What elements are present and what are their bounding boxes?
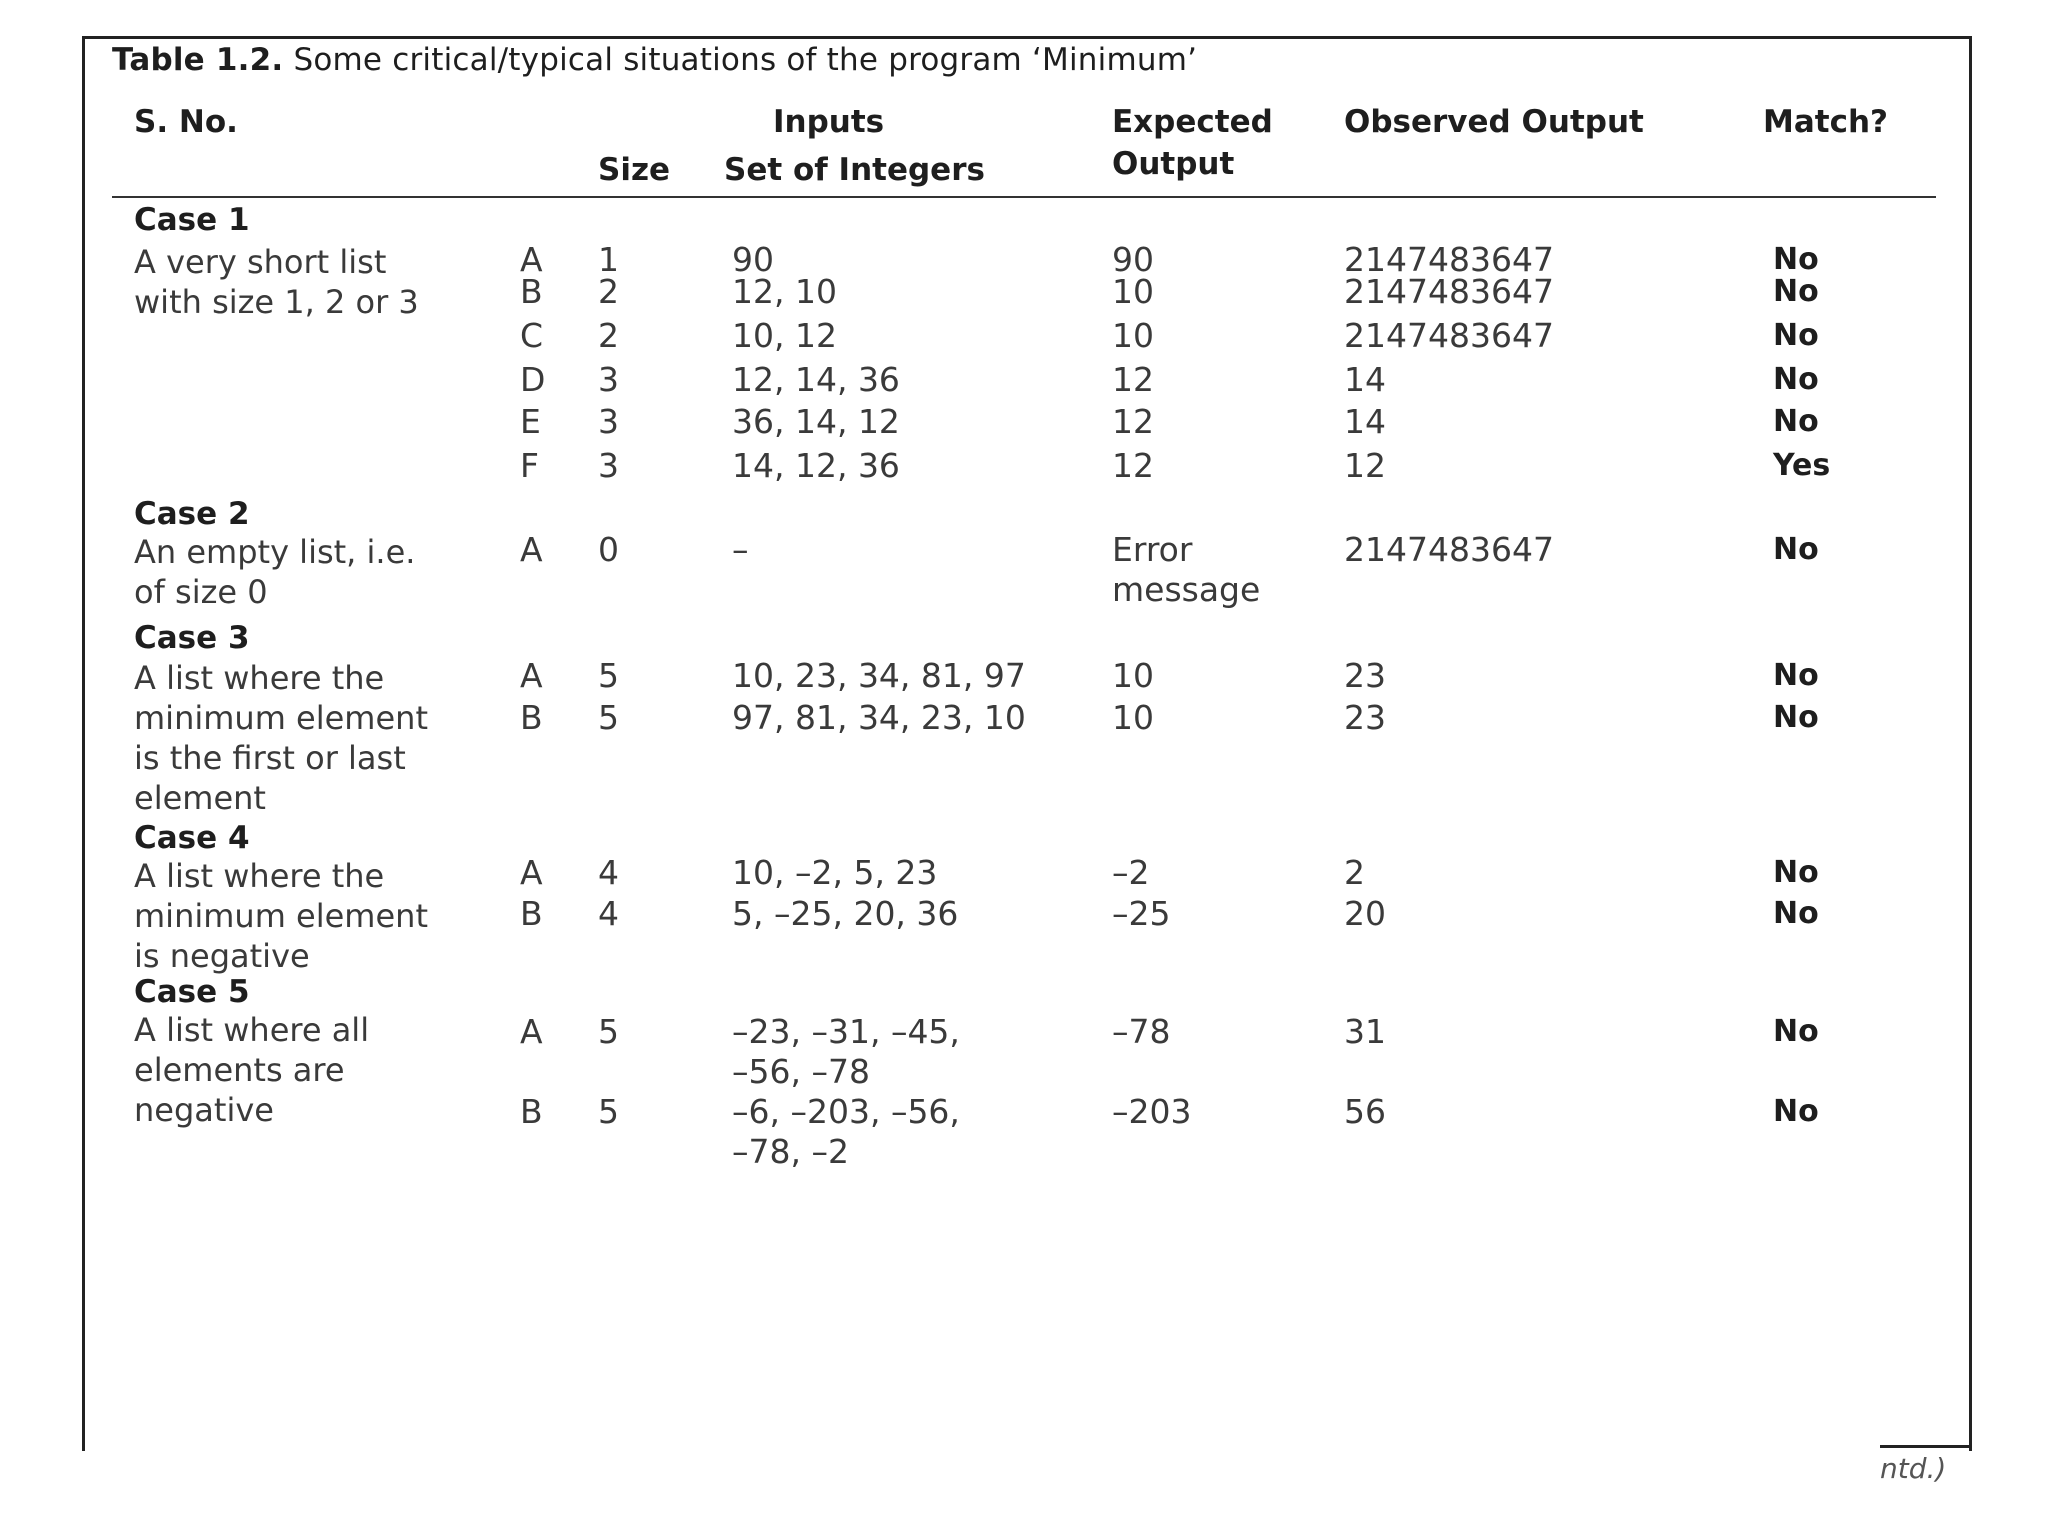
row-id: B	[520, 894, 543, 933]
header-match: Match?	[1763, 104, 1889, 140]
case-description: A very short list with size 1, 2 or 3	[134, 243, 419, 321]
row-expected-output: –25	[1112, 894, 1171, 933]
row-set-of-integers: 5, –25, 20, 36	[732, 894, 959, 933]
row-size: 2	[598, 272, 619, 311]
header-inputs: Inputs	[773, 104, 885, 140]
row-size: 5	[598, 1012, 619, 1051]
table-caption-label: Table 1.2.	[112, 42, 284, 78]
row-size: 2	[598, 316, 619, 355]
row-observed-output: 23	[1344, 656, 1386, 695]
row-set-of-integers: –6, –203, –56, –78, –2	[732, 1092, 960, 1171]
header-rule	[112, 196, 1936, 198]
row-id: B	[520, 698, 543, 737]
row-id: B	[520, 1092, 543, 1131]
row-observed-output: 14	[1344, 402, 1386, 441]
case-description: A list where the minimum element is the first or last element	[134, 659, 428, 817]
row-match: No	[1773, 242, 1819, 277]
row-size: 3	[598, 402, 619, 441]
row-expected-output: 12	[1112, 360, 1154, 399]
row-id: A	[520, 1012, 543, 1051]
row-match: No	[1773, 1014, 1819, 1049]
row-expected-output: Error message	[1112, 530, 1261, 609]
row-id: A	[520, 530, 543, 569]
frame-corner-line	[1880, 1445, 1969, 1448]
row-set-of-integers: –23, –31, –45, –56, –78	[732, 1012, 960, 1091]
row-id: F	[520, 446, 539, 485]
row-set-of-integers: 97, 81, 34, 23, 10	[732, 698, 1026, 737]
row-set-of-integers: 12, 14, 36	[732, 360, 900, 399]
row-expected-output: –203	[1112, 1092, 1192, 1131]
row-size: 4	[598, 853, 619, 892]
row-match: No	[1773, 658, 1819, 693]
row-id: A	[520, 656, 543, 695]
row-expected-output: –78	[1112, 1012, 1171, 1051]
case-description: A list where all elements are negative	[134, 1011, 370, 1129]
continued-note: ntd.)	[1880, 1452, 1947, 1485]
row-match: No	[1773, 362, 1819, 397]
header-sno: S. No.	[134, 104, 238, 140]
row-observed-output: 2147483647	[1344, 272, 1554, 311]
header-observed-output: Observed Output	[1344, 104, 1644, 140]
header-expected-line1: Expected	[1112, 104, 1273, 140]
row-expected-output: 10	[1112, 272, 1154, 311]
row-set-of-integers: 12, 10	[732, 272, 837, 311]
row-id: E	[520, 402, 541, 441]
case-description: An empty list, i.e. of size 0	[134, 533, 416, 611]
row-observed-output: 31	[1344, 1012, 1386, 1051]
row-observed-output: 14	[1344, 360, 1386, 399]
row-set-of-integers: 14, 12, 36	[732, 446, 900, 485]
row-observed-output: 12	[1344, 446, 1386, 485]
row-observed-output: 2147483647	[1344, 530, 1554, 569]
row-size: 5	[598, 698, 619, 737]
row-match: No	[1773, 532, 1819, 567]
row-expected-output: 10	[1112, 316, 1154, 355]
row-set-of-integers: 10, 12	[732, 316, 837, 355]
case-title: Case 5	[134, 974, 250, 1010]
row-size: 4	[598, 894, 619, 933]
row-size: 1	[598, 240, 619, 279]
table-caption-text: Some critical/typical situations of the program ‘Minimum’	[283, 42, 1198, 78]
row-size: 5	[598, 656, 619, 695]
row-match: No	[1773, 274, 1819, 309]
header-set-of-integers: Set of Integers	[724, 152, 985, 188]
row-set-of-integers: 36, 14, 12	[732, 402, 900, 441]
row-observed-output: 23	[1344, 698, 1386, 737]
row-observed-output: 2	[1344, 853, 1365, 892]
row-set-of-integers: 90	[732, 240, 774, 279]
row-set-of-integers: 10, –2, 5, 23	[732, 853, 938, 892]
row-id: A	[520, 853, 543, 892]
row-expected-output: –2	[1112, 853, 1150, 892]
row-observed-output: 56	[1344, 1092, 1386, 1131]
row-expected-output: 90	[1112, 240, 1154, 279]
row-observed-output: 2147483647	[1344, 240, 1554, 279]
row-expected-output: 10	[1112, 656, 1154, 695]
row-expected-output: 10	[1112, 698, 1154, 737]
case-title: Case 3	[134, 620, 250, 656]
case-title: Case 2	[134, 496, 250, 532]
row-match: Yes	[1773, 448, 1831, 483]
row-size: 0	[598, 530, 619, 569]
row-observed-output: 2147483647	[1344, 316, 1554, 355]
row-size: 3	[598, 360, 619, 399]
row-id: D	[520, 360, 546, 399]
row-observed-output: 20	[1344, 894, 1386, 933]
row-match: No	[1773, 318, 1819, 353]
header-size: Size	[598, 152, 671, 188]
row-size: 5	[598, 1092, 619, 1131]
case-description: A list where the minimum element is negative	[134, 857, 428, 975]
header-expected-line2: Output	[1112, 146, 1235, 182]
table-caption	[112, 42, 1197, 78]
row-expected-output: 12	[1112, 402, 1154, 441]
row-match: No	[1773, 1094, 1819, 1129]
row-id: A	[520, 240, 543, 279]
row-match: No	[1773, 855, 1819, 890]
case-title: Case 1	[134, 202, 250, 238]
row-expected-output: 12	[1112, 446, 1154, 485]
case-title: Case 4	[134, 820, 250, 856]
row-match: No	[1773, 896, 1819, 931]
row-id: B	[520, 272, 543, 311]
row-set-of-integers: 10, 23, 34, 81, 97	[732, 656, 1026, 695]
row-match: No	[1773, 404, 1819, 439]
row-size: 3	[598, 446, 619, 485]
row-id: C	[520, 316, 544, 355]
row-match: No	[1773, 700, 1819, 735]
row-set-of-integers: –	[732, 530, 749, 569]
